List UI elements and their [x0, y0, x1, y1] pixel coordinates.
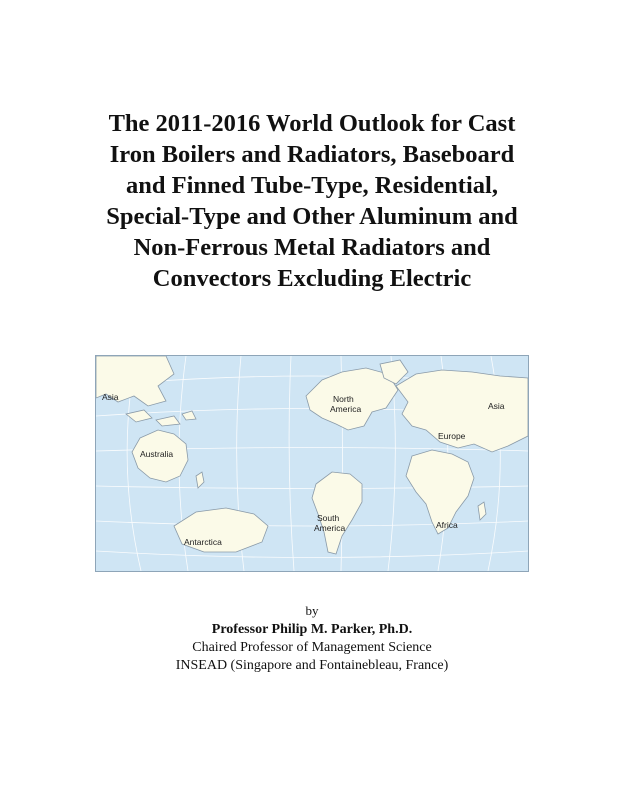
map-label-antarctica: Antarctica: [184, 537, 222, 547]
author-institution: INSEAD (Singapore and Fontainebleau, France): [175, 658, 449, 673]
world-map-graphic: [96, 356, 528, 571]
map-label-africa: Africa: [436, 520, 458, 530]
map-label-australia: Australia: [140, 449, 174, 459]
title-line: Special-Type and Other Aluminum and: [106, 203, 518, 230]
author-byline: [0, 602, 624, 675]
madagascar-landmass: [478, 502, 486, 520]
title-line: and Finned Tube-Type, Residential,: [126, 172, 498, 199]
by-label: by: [305, 603, 319, 618]
title-line: Convectors Excluding Electric: [152, 265, 472, 292]
new-zealand-landmass: [196, 472, 204, 488]
author-name: Professor Philip M. Parker, Ph.D.: [211, 622, 413, 637]
title-line: The 2011-2016 World Outlook for Cast: [108, 110, 516, 137]
map-label-south-america: South America: [314, 513, 346, 533]
title-line: Iron Boilers and Radiators, Baseboard: [109, 141, 515, 168]
title-line: Non-Ferrous Metal Radiators and: [133, 234, 491, 261]
world-map: [95, 355, 529, 572]
book-title: [40, 108, 584, 294]
author-position: Chaired Professor of Management Science: [192, 640, 432, 655]
map-label-asia-west: Asia: [102, 392, 119, 402]
map-label-north-america: North America: [330, 394, 362, 414]
map-label-asia-east: Asia: [488, 401, 505, 411]
map-label-europe: Europe: [438, 431, 466, 441]
